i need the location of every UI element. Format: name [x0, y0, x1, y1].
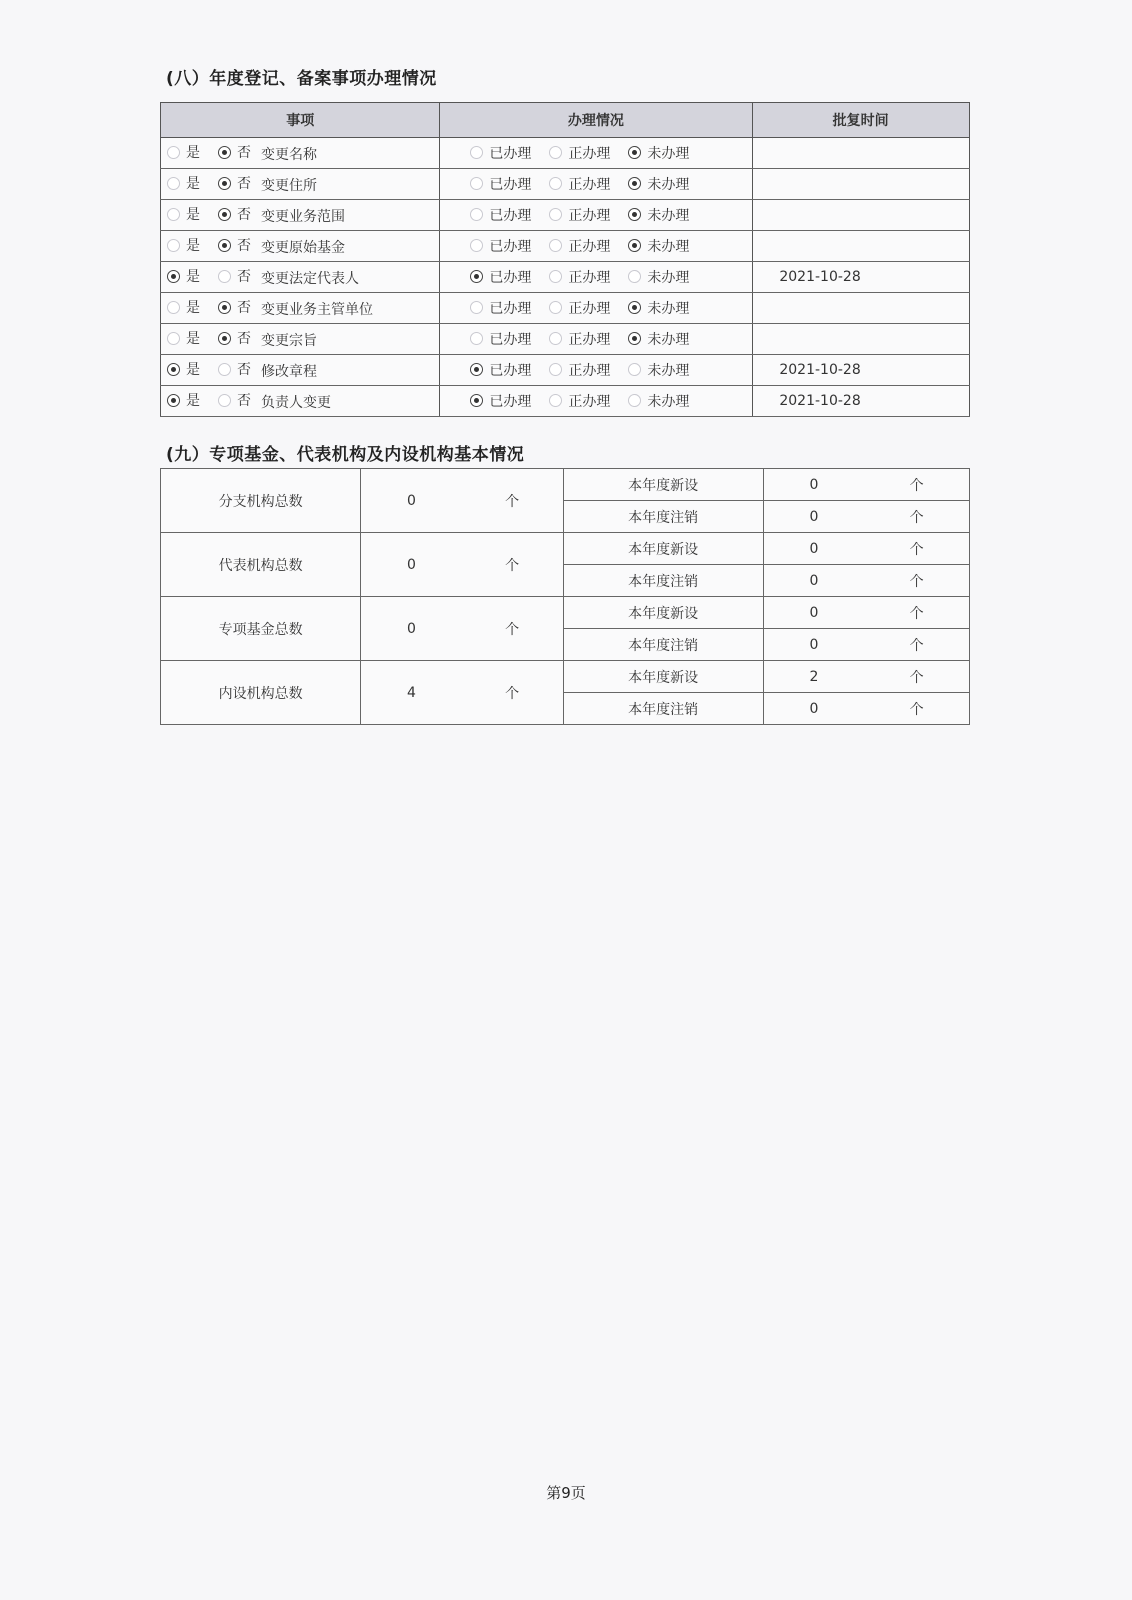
- status-cell: [440, 231, 753, 262]
- status-label: 已办理: [489, 331, 532, 348]
- status-radio-button[interactable]: [470, 239, 483, 252]
- status-cell: [440, 293, 753, 324]
- radio-no-button[interactable]: [218, 363, 231, 376]
- radio-yes-option[interactable]: [167, 204, 200, 224]
- status-option[interactable]: [628, 391, 689, 411]
- unit-label: 个: [462, 661, 563, 725]
- status-radio-button[interactable]: [470, 146, 483, 159]
- status-radio-button[interactable]: [470, 208, 483, 221]
- status-radio-button[interactable]: [628, 239, 641, 252]
- new-label: 本年度新设: [563, 469, 763, 501]
- registration-table: [160, 102, 970, 417]
- radio-no-label: 否: [237, 362, 251, 379]
- institution-total: 0: [361, 469, 462, 533]
- status-label: 未办理: [647, 176, 690, 193]
- item-name: 负责人变更: [261, 394, 331, 411]
- status-label: 已办理: [489, 145, 532, 162]
- radio-no-label: 否: [237, 176, 251, 193]
- item-name: 变更原始基金: [261, 239, 345, 256]
- status-option[interactable]: [549, 143, 610, 163]
- unit-label: 个: [462, 533, 563, 597]
- status-label: 已办理: [489, 207, 532, 224]
- institution-label: 代表机构总数: [161, 533, 361, 597]
- status-cell: [440, 262, 753, 293]
- radio-no-button[interactable]: [218, 270, 231, 283]
- institution-row: [161, 469, 970, 501]
- registration-row: [161, 324, 970, 355]
- institution-row: [161, 533, 970, 565]
- status-option[interactable]: [628, 143, 689, 163]
- status-option[interactable]: [549, 391, 610, 411]
- status-cell: [440, 324, 753, 355]
- cancelled-count: 0: [763, 501, 864, 533]
- status-label: 已办理: [489, 300, 532, 317]
- radio-yes-option[interactable]: [167, 266, 200, 286]
- status-option[interactable]: [470, 205, 531, 225]
- status-label: 已办理: [489, 393, 532, 410]
- unit-label: 个: [864, 565, 969, 597]
- item-name: 变更业务主管单位: [261, 301, 373, 318]
- new-count: 0: [763, 597, 864, 629]
- radio-yes-option[interactable]: [167, 297, 200, 317]
- status-option[interactable]: [549, 360, 610, 380]
- cancel-label: 本年度注销: [563, 693, 763, 725]
- approval-date: [753, 324, 970, 355]
- status-option[interactable]: [470, 174, 531, 194]
- radio-yes-button[interactable]: [167, 270, 180, 283]
- status-option[interactable]: [628, 360, 689, 380]
- radio-yes-button[interactable]: [167, 301, 180, 314]
- approval-date: [753, 169, 970, 200]
- item-name: 变更住所: [261, 177, 317, 194]
- radio-no-button[interactable]: [218, 301, 231, 314]
- status-label: 正办理: [568, 331, 611, 348]
- status-option[interactable]: [549, 298, 610, 318]
- radio-no-option[interactable]: [218, 359, 251, 379]
- radio-no-label: 否: [237, 393, 251, 410]
- radio-no-option[interactable]: [218, 266, 251, 286]
- item-name: 变更名称: [261, 146, 317, 163]
- section9-title: (九）专项基金、代表机构及内设机构基本情况: [166, 445, 525, 465]
- status-option[interactable]: [549, 329, 610, 349]
- item-cell: [161, 355, 440, 386]
- status-option[interactable]: [470, 329, 531, 349]
- new-count: 0: [763, 533, 864, 565]
- radio-yes-label: 是: [186, 331, 200, 348]
- status-option[interactable]: [470, 236, 531, 256]
- status-radio-button[interactable]: [470, 363, 483, 376]
- unit-label: 个: [864, 661, 969, 693]
- radio-no-option[interactable]: [218, 328, 251, 348]
- registration-header-row: [161, 103, 970, 138]
- radio-yes-label: 是: [186, 145, 200, 162]
- page-number: 第9页: [546, 1484, 586, 1502]
- item-name: 变更宗旨: [261, 332, 317, 349]
- status-radio-button[interactable]: [628, 394, 641, 407]
- status-cell: [440, 138, 753, 169]
- registration-row: [161, 169, 970, 200]
- radio-yes-option[interactable]: [167, 173, 200, 193]
- cancelled-count: 0: [763, 565, 864, 597]
- cancelled-count: 0: [763, 693, 864, 725]
- radio-no-button[interactable]: [218, 146, 231, 159]
- status-option[interactable]: [470, 391, 531, 411]
- status-label: 正办理: [568, 238, 611, 255]
- radio-yes-label: 是: [186, 300, 200, 317]
- radio-no-label: 否: [237, 207, 251, 224]
- status-option[interactable]: [549, 174, 610, 194]
- status-label: 已办理: [489, 238, 532, 255]
- registration-row: [161, 293, 970, 324]
- radio-no-button[interactable]: [218, 332, 231, 345]
- item-cell: [161, 262, 440, 293]
- institution-label: 专项基金总数: [161, 597, 361, 661]
- radio-yes-label: 是: [186, 238, 200, 255]
- status-radio-button[interactable]: [549, 394, 562, 407]
- status-label: 未办理: [647, 393, 690, 410]
- radio-no-option[interactable]: [218, 297, 251, 317]
- item-name: 变更业务范围: [261, 208, 345, 225]
- item-cell: [161, 231, 440, 262]
- status-option[interactable]: [470, 267, 531, 287]
- status-radio-button[interactable]: [549, 239, 562, 252]
- institution-label: 分支机构总数: [161, 469, 361, 533]
- status-radio-button[interactable]: [549, 177, 562, 190]
- registration-row: [161, 355, 970, 386]
- radio-yes-button[interactable]: [167, 208, 180, 221]
- radio-yes-label: 是: [186, 176, 200, 193]
- cancel-label: 本年度注销: [563, 501, 763, 533]
- radio-yes-label: 是: [186, 362, 200, 379]
- item-cell: [161, 138, 440, 169]
- radio-yes-option[interactable]: [167, 328, 200, 348]
- radio-yes-option[interactable]: [167, 235, 200, 255]
- status-radio-button[interactable]: [628, 301, 641, 314]
- radio-no-button[interactable]: [218, 394, 231, 407]
- approval-date: 2021-10-28: [753, 262, 970, 293]
- radio-no-label: 否: [237, 300, 251, 317]
- institution-total: 4: [361, 661, 462, 725]
- status-radio-button[interactable]: [628, 146, 641, 159]
- radio-yes-button[interactable]: [167, 177, 180, 190]
- radio-yes-option[interactable]: [167, 390, 200, 410]
- status-cell: [440, 386, 753, 417]
- radio-yes-button[interactable]: [167, 239, 180, 252]
- approval-date: 2021-10-28: [753, 386, 970, 417]
- radio-no-label: 否: [237, 145, 251, 162]
- radio-yes-option[interactable]: [167, 359, 200, 379]
- status-cell: [440, 355, 753, 386]
- unit-label: 个: [864, 533, 969, 565]
- status-label: 已办理: [489, 362, 532, 379]
- status-label: 已办理: [489, 176, 532, 193]
- status-option[interactable]: [628, 236, 689, 256]
- item-cell: [161, 293, 440, 324]
- radio-no-option[interactable]: [218, 142, 251, 162]
- item-cell: [161, 324, 440, 355]
- status-radio-button[interactable]: [470, 270, 483, 283]
- radio-no-option[interactable]: [218, 390, 251, 410]
- status-option[interactable]: [470, 143, 531, 163]
- status-label: 未办理: [647, 238, 690, 255]
- header-status: 办理情况: [440, 103, 753, 138]
- radio-no-label: 否: [237, 331, 251, 348]
- status-radio-button[interactable]: [549, 146, 562, 159]
- status-label: 未办理: [647, 362, 690, 379]
- radio-no-button[interactable]: [218, 239, 231, 252]
- new-label: 本年度新设: [563, 533, 763, 565]
- status-option[interactable]: [628, 298, 689, 318]
- status-radio-button[interactable]: [470, 332, 483, 345]
- radio-no-button[interactable]: [218, 177, 231, 190]
- status-radio-button[interactable]: [470, 177, 483, 190]
- status-label: 正办理: [568, 269, 611, 286]
- radio-yes-button[interactable]: [167, 332, 180, 345]
- status-radio-button[interactable]: [549, 270, 562, 283]
- item-name: 变更法定代表人: [261, 270, 359, 287]
- radio-yes-option[interactable]: [167, 142, 200, 162]
- item-cell: [161, 386, 440, 417]
- status-radio-button[interactable]: [470, 301, 483, 314]
- status-label: 正办理: [568, 145, 611, 162]
- registration-row: [161, 200, 970, 231]
- unit-label: 个: [864, 693, 969, 725]
- institution-row: [161, 661, 970, 693]
- radio-no-label: 否: [237, 238, 251, 255]
- approval-date: [753, 200, 970, 231]
- item-name: 修改章程: [261, 363, 317, 380]
- institution-total: 0: [361, 597, 462, 661]
- registration-row: [161, 231, 970, 262]
- header-item: 事项: [161, 103, 440, 138]
- radio-yes-button[interactable]: [167, 146, 180, 159]
- new-count: 2: [763, 661, 864, 693]
- status-label: 未办理: [647, 300, 690, 317]
- status-radio-button[interactable]: [628, 332, 641, 345]
- radio-yes-label: 是: [186, 269, 200, 286]
- status-option[interactable]: [628, 205, 689, 225]
- new-label: 本年度新设: [563, 661, 763, 693]
- unit-label: 个: [462, 597, 563, 661]
- status-label: 正办理: [568, 207, 611, 224]
- registration-row: [161, 386, 970, 417]
- item-cell: [161, 169, 440, 200]
- status-option[interactable]: [470, 360, 531, 380]
- status-label: 未办理: [647, 145, 690, 162]
- status-label: 未办理: [647, 207, 690, 224]
- header-approval-date: 批复时间: [753, 103, 970, 138]
- new-count: 0: [763, 469, 864, 501]
- registration-row: [161, 262, 970, 293]
- status-cell: [440, 169, 753, 200]
- approval-date: 2021-10-28: [753, 355, 970, 386]
- radio-yes-button[interactable]: [167, 363, 180, 376]
- status-radio-button[interactable]: [628, 208, 641, 221]
- status-label: 正办理: [568, 362, 611, 379]
- status-radio-button[interactable]: [549, 301, 562, 314]
- status-radio-button[interactable]: [628, 270, 641, 283]
- status-radio-button[interactable]: [470, 394, 483, 407]
- status-option[interactable]: [549, 205, 610, 225]
- unit-label: 个: [864, 469, 969, 501]
- status-radio-button[interactable]: [549, 208, 562, 221]
- status-label: 正办理: [568, 300, 611, 317]
- radio-no-option[interactable]: [218, 173, 251, 193]
- item-cell: [161, 200, 440, 231]
- cancel-label: 本年度注销: [563, 565, 763, 597]
- institution-total: 0: [361, 533, 462, 597]
- institution-label: 内设机构总数: [161, 661, 361, 725]
- new-label: 本年度新设: [563, 597, 763, 629]
- radio-no-label: 否: [237, 269, 251, 286]
- radio-no-button[interactable]: [218, 208, 231, 221]
- status-option[interactable]: [628, 267, 689, 287]
- status-radio-button[interactable]: [628, 363, 641, 376]
- status-radio-button[interactable]: [628, 177, 641, 190]
- radio-no-option[interactable]: [218, 204, 251, 224]
- unit-label: 个: [462, 469, 563, 533]
- cancel-label: 本年度注销: [563, 629, 763, 661]
- status-label: 未办理: [647, 331, 690, 348]
- status-label: 未办理: [647, 269, 690, 286]
- status-radio-button[interactable]: [549, 332, 562, 345]
- status-label: 已办理: [489, 269, 532, 286]
- section8-title: (八）年度登记、备案事项办理情况: [166, 69, 437, 89]
- radio-yes-label: 是: [186, 207, 200, 224]
- status-option[interactable]: [628, 174, 689, 194]
- radio-yes-button[interactable]: [167, 394, 180, 407]
- status-label: 正办理: [568, 176, 611, 193]
- radio-yes-label: 是: [186, 393, 200, 410]
- status-label: 正办理: [568, 393, 611, 410]
- status-option[interactable]: [549, 267, 610, 287]
- approval-date: [753, 293, 970, 324]
- status-option[interactable]: [470, 298, 531, 318]
- status-cell: [440, 200, 753, 231]
- status-radio-button[interactable]: [549, 363, 562, 376]
- status-option[interactable]: [628, 329, 689, 349]
- unit-label: 个: [864, 501, 969, 533]
- registration-row: [161, 138, 970, 169]
- unit-label: 个: [864, 629, 969, 661]
- approval-date: [753, 231, 970, 262]
- radio-no-option[interactable]: [218, 235, 251, 255]
- approval-date: [753, 138, 970, 169]
- status-option[interactable]: [549, 236, 610, 256]
- cancelled-count: 0: [763, 629, 864, 661]
- unit-label: 个: [864, 597, 969, 629]
- institution-table: [160, 468, 970, 725]
- institution-row: [161, 597, 970, 629]
